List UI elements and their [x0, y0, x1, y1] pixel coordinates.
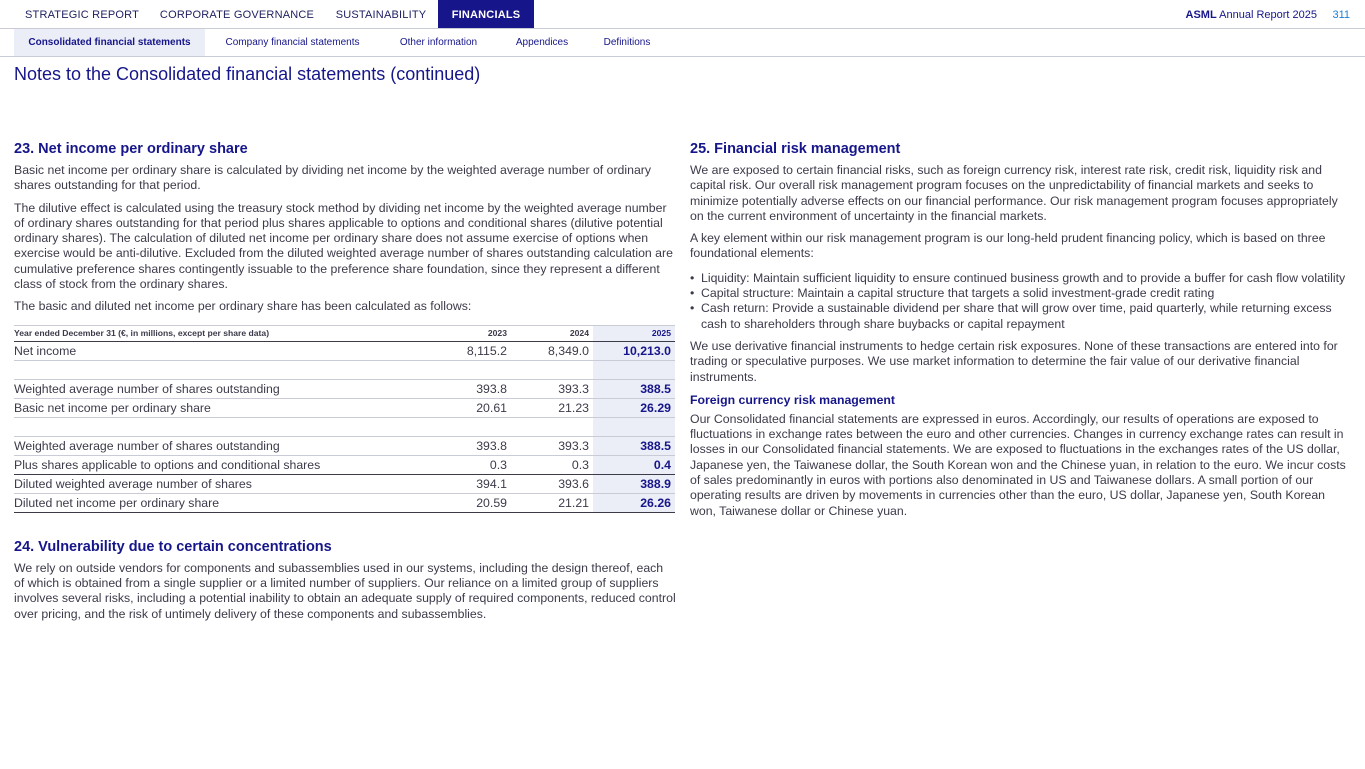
- report-brand: [1186, 0, 1317, 28]
- subnav-other-information[interactable]: Other information: [399, 37, 478, 48]
- row-label: Weighted average number of shares outstanding: [14, 379, 445, 398]
- table-spacer-row: [14, 360, 675, 379]
- table-row: [14, 493, 675, 512]
- row-value-2025: 10,213.0: [593, 341, 675, 360]
- subnav-definitions[interactable]: Definitions: [603, 37, 651, 48]
- note-23-paragraph-1: Basic net income per ordinary share is calculated by dividing net income by the weighted average number of ordinary shares outstanding for that period.: [14, 163, 652, 193]
- list-item: • Liquidity: Maintain sufficient liquidity to ensure continued business growth and to provide a buffer for cash flow volatility: [690, 271, 1352, 286]
- note-25-paragraph-2: A key element within our risk management program is our long-held prudent financing policy, which is based on three foundational elements:: [690, 231, 1326, 261]
- note-25-paragraph-4: Our Consolidated financial statements are expressed in euros. Accordingly, our results of operations are exposed to fluctuations in exchange rates between the euro and other currencies. Changes in currency exchange rates can result in losses in our Consolidated financial statements. We are exposed to fluctuations in the exchanges rates of the US dollar, Japanese yen, the Taiwanese dollar, the South Korean won and the Chinese yuan, in relation to the euro. We incur costs of sales predominantly in euros with portions also denominated in US and Taiwanese dollars. A small portion of our operating results are driven by movements in currencies other than the euro, US dollar, Japanese yen, South Korean won, Taiwanese dollar or Chinese yuan.: [690, 411, 1346, 518]
- row-value-2023: 393.8: [445, 379, 511, 398]
- tab-strategic-report[interactable]: STRATEGIC REPORT: [24, 9, 140, 21]
- row-value-2023: 20.61: [445, 398, 511, 417]
- note-25-paragraph-3: We use derivative financial instruments to hedge certain risk exposures. None of these transactions are entered into for trading or speculative purposes. We use market information to determine the fair value of our derivative financial instruments.: [690, 338, 1338, 384]
- table-header-2025: 2025: [593, 325, 675, 341]
- row-value-2025: 26.29: [593, 398, 675, 417]
- row-value-2025: 0.4: [593, 455, 675, 474]
- row-value-2023: 0.3: [445, 455, 511, 474]
- row-label: Weighted average number of shares outstanding: [14, 436, 445, 455]
- row-value-2025: 26.26: [593, 493, 675, 512]
- row-value-2024: 0.3: [511, 455, 593, 474]
- note-24-heading: 24. Vulnerability due to certain concentrations: [14, 538, 332, 555]
- row-value-2023: 393.8: [445, 436, 511, 455]
- table-header-2023: 2023: [445, 325, 511, 341]
- table-row: [14, 474, 675, 493]
- top-navigation: [0, 0, 1365, 29]
- row-label: Basic net income per ordinary share: [14, 398, 445, 417]
- row-value-2023: 394.1: [445, 474, 511, 493]
- note-24-paragraph-1: We rely on outside vendors for components and subassemblies used in our systems, including the design thereof, each of which is obtained from a single supplier or a limited number of suppliers. Our reliance on a limited group of suppliers involves several risks, including a potential inability to obtain an adequate supply of required components, reduced control over pricing, and the risk of untimely delivery of these components and subassemblies.: [14, 560, 676, 621]
- row-label: Plus shares applicable to options and conditional shares: [14, 455, 445, 474]
- note-23-paragraph-3: The basic and diluted net income per ordinary share has been calculated as follows:: [14, 299, 472, 314]
- row-value-2024: 393.6: [511, 474, 593, 493]
- note-23-heading: 23. Net income per ordinary share: [14, 141, 248, 157]
- note-25-paragraph-1: We are exposed to certain financial risks, such as foreign currency risk, interest rate risk, credit risk, liquidity risk and capital risk. Our overall risk management program focuses on the unpredictability of financial markets and seeks to minimize potentially adverse effects on our financial performance. Our risk management program focuses appropriately on the current environment of uncertainty in the financial markets.: [690, 163, 1338, 223]
- row-value-2024: 21.21: [511, 493, 593, 512]
- list-item: • Capital structure: Maintain a capital structure that targets a solid investment-grade credit rating: [690, 286, 1352, 301]
- note-23-paragraph-2: The dilutive effect is calculated using the treasury stock method by dividing net income by the weighted average number of ordinary shares outstanding for that period plus shares applicable to options and conditional shares (dilutive potential ordinary shares). The calculation of diluted net income per ordinary share does not assume exercise of options when exercise would be anti-dilutive. Excluded from the diluted weighted average number of shares outstanding calculation are cumulative preference shares contingently issuable to the preference share foundation, since they represent a different class of stock from the ordinary shares.: [14, 200, 673, 292]
- table-row: [14, 379, 675, 398]
- table-header-row: [14, 325, 675, 341]
- row-value-2024: 8,349.0: [511, 341, 593, 360]
- tab-corporate-governance[interactable]: CORPORATE GOVERNANCE: [159, 9, 315, 21]
- subnav-consolidated-statements[interactable]: Consolidated financial statements: [14, 29, 205, 56]
- subnav-company-statements[interactable]: Company financial statements: [225, 37, 360, 48]
- page-number: 311: [1332, 9, 1350, 21]
- net-income-table: [14, 325, 675, 513]
- table-header-2024: 2024: [511, 325, 593, 341]
- right-column: [690, 141, 1352, 519]
- tab-financials[interactable]: FINANCIALS: [438, 0, 534, 28]
- sub-navigation: [0, 29, 1365, 57]
- list-item: • Cash return: Provide a sustainable dividend per share that will grow over time, paid quarterly, while returning excess cash to shareholders through share buybacks or capital repayment: [690, 301, 1352, 332]
- table-header-label: Year ended December 31 (€, in millions, except per share data): [14, 325, 445, 341]
- tab-sustainability[interactable]: SUSTAINABILITY: [335, 9, 427, 21]
- row-value-2023: 20.59: [445, 493, 511, 512]
- table-row: [14, 436, 675, 455]
- financing-policy-list: [690, 271, 1352, 332]
- foreign-currency-heading: Foreign currency risk management: [690, 392, 896, 407]
- row-value-2024: 393.3: [511, 436, 593, 455]
- report-name: Annual Report 2025: [1219, 9, 1317, 21]
- row-value-2023: 8,115.2: [445, 341, 511, 360]
- table-row: [14, 398, 675, 417]
- brand-name: ASML: [1185, 9, 1217, 21]
- page-title: Notes to the Consolidated financial statements (continued): [14, 64, 481, 84]
- left-column: [14, 141, 676, 622]
- row-value-2025: 388.9: [593, 474, 675, 493]
- row-label: Diluted net income per ordinary share: [14, 493, 445, 512]
- row-label: Diluted weighted average number of shares: [14, 474, 445, 493]
- row-label: Net income: [14, 341, 445, 360]
- table-row: [14, 341, 675, 360]
- row-value-2025: 388.5: [593, 436, 675, 455]
- row-value-2024: 393.3: [511, 379, 593, 398]
- table-spacer-row: [14, 417, 675, 436]
- row-value-2024: 21.23: [511, 398, 593, 417]
- note-25-heading: 25. Financial risk management: [690, 141, 901, 157]
- row-value-2025: 388.5: [593, 379, 675, 398]
- table-row: [14, 455, 675, 474]
- subnav-appendices[interactable]: Appendices: [515, 37, 569, 48]
